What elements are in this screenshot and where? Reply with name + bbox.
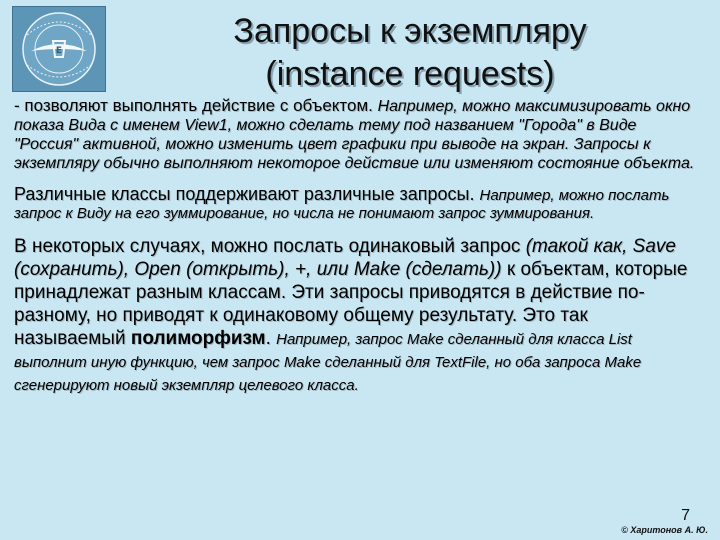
paragraph-3-middle: к объектам, которые принадлежат разным классам. Эти запросы приводятся в действие по-разному, но приводят к одинаковому общему результату. Это так называемый: [14, 259, 688, 349]
paragraph-1-lead: - позволяют выполнять действие с объектом.: [14, 96, 378, 115]
paragraph-3-dot: .: [265, 328, 277, 349]
paragraph-2-lead: Различные классы поддерживают различные запросы.: [14, 184, 480, 204]
page-number: 7: [681, 507, 690, 524]
paragraph-1-example: Например, можно максимизировать окно показа Вида с именем View1, можно сделать тему под названием "Города" в Виде "Россия" активной, можно изменить цвет графики при выводе на экран. Запросы к экземпляру обычно выполняют некоторое действие или изменяют состояние объекта.: [14, 98, 695, 172]
paragraph-2: [14, 183, 704, 223]
slide-body: [14, 96, 704, 396]
copyright: © Харитонов А. Ю.: [621, 525, 708, 535]
logo: [12, 6, 106, 92]
paragraph-3: [14, 235, 704, 396]
slide-title: [120, 10, 700, 96]
institute-emblem-icon: [13, 7, 105, 91]
paragraph-3-example: Например, запрос Make сделанный для класса List выполнит иную функцию, чем запрос Make сделанный для TextFile, но оба запроса Make сгенерируют новый экземпляр целевого класса.: [14, 331, 642, 394]
paragraph-3-italic: (такой как, Save (сохранить), Open (открыть), +, или Make (сделать)): [14, 236, 676, 280]
paragraph-3-lead: В некоторых случаях, можно послать одинаковый запрос: [14, 236, 526, 257]
title-line-1: Запросы к экземпляру: [233, 12, 587, 50]
paragraph-1: [14, 96, 704, 173]
svg-text:Е: Е: [55, 46, 63, 56]
title-line-2: (instance requests): [265, 55, 555, 93]
polymorphism-term: полиморфизм: [130, 328, 266, 349]
paragraph-2-example: Например, можно послать запрос к Виду на его зуммирование, но числа не понимают запрос зуммирования.: [14, 187, 670, 222]
